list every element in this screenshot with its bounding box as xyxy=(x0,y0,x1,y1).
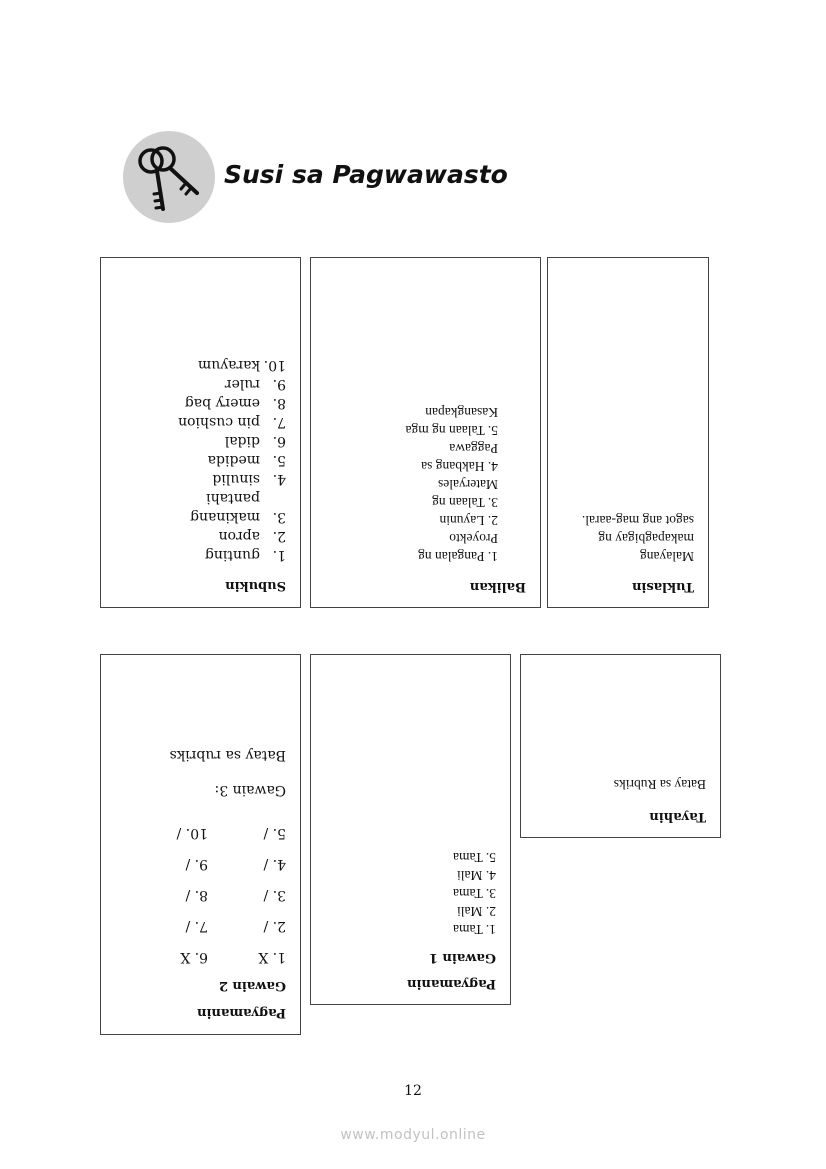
tayahin-text: Batay sa Rubriks xyxy=(613,777,706,792)
gawain1-heading: Gawain 1 xyxy=(428,950,496,965)
answer-cell: 6. X xyxy=(180,949,208,965)
list-item: 3. Tama xyxy=(452,886,496,901)
item-text: gunting xyxy=(204,547,260,563)
item-text: makinang pantahi xyxy=(190,490,260,525)
item-text: emery bag xyxy=(184,395,260,411)
subukin-box xyxy=(100,257,301,608)
tuklasin-box xyxy=(547,257,709,608)
gawain3-text: Batay sa rubriks xyxy=(169,747,286,763)
item-number: 8. xyxy=(272,395,286,411)
list-item: 1. Pangalan ng Proyekto xyxy=(418,531,498,564)
pagyamanin1-heading: Pagyamanin xyxy=(407,976,496,991)
answer-cell: 8. / xyxy=(185,887,208,903)
list-item xyxy=(115,488,286,526)
item-text: apron xyxy=(218,528,260,544)
list-item xyxy=(115,412,286,431)
gawain3-label: Gawain 3: xyxy=(214,782,286,798)
answer-cell: 5. / xyxy=(263,825,286,841)
tuklasin-text: Malayang makapagbigay ng sagot ang mag-aaral. xyxy=(581,513,694,564)
item-number: 5. xyxy=(272,452,286,468)
list-item: 2. Mali xyxy=(457,904,496,919)
list-item: 1. Tama xyxy=(452,922,496,937)
balikan-list xyxy=(378,403,526,565)
pagyamanin2-box xyxy=(100,654,301,1035)
item-number: 4. xyxy=(272,471,286,487)
item-text: ruler xyxy=(224,376,260,392)
gawain2-heading: Gawain 2 xyxy=(218,978,286,993)
list-item: 5. Talaan ng mga Kasangkapan xyxy=(405,405,498,438)
list-item xyxy=(115,469,286,488)
keys-icon xyxy=(123,131,215,223)
item-number: 6. xyxy=(272,433,286,449)
subukin-list xyxy=(115,355,286,564)
list-item xyxy=(115,393,286,412)
tayahin-heading: Tayahin xyxy=(649,809,706,824)
list-item: 4. Mali xyxy=(457,868,496,883)
answer-cell: 9. / xyxy=(185,856,208,872)
list-item: 3. Talaan ng Materyales xyxy=(432,477,498,510)
list-item xyxy=(115,526,286,545)
answer-cell: 4. / xyxy=(263,856,286,872)
answer-cell: 2. / xyxy=(263,918,286,934)
pagyamanin2-heading: Pagyamanin xyxy=(197,1005,286,1020)
gawain1-list xyxy=(325,848,496,938)
item-number: 2. xyxy=(272,528,286,544)
tuklasin-heading: Tuklasin xyxy=(631,579,694,594)
item-text: karayum xyxy=(197,357,260,373)
page-number: 12 xyxy=(404,1083,422,1099)
list-item: 5. Tama xyxy=(452,850,496,865)
item-number: 10. xyxy=(263,357,286,373)
list-item xyxy=(115,431,286,450)
answer-cell: 3. / xyxy=(263,887,286,903)
item-number: 9. xyxy=(272,376,286,392)
item-text: medida xyxy=(207,452,260,468)
balikan-heading: Balikan xyxy=(469,579,526,594)
list-item xyxy=(115,545,286,564)
pagyamanin1-box xyxy=(310,654,511,1005)
balikan-box xyxy=(310,257,541,608)
answer-cell: 1. X xyxy=(258,949,286,965)
tayahin-box xyxy=(520,654,721,838)
gawain2-answers xyxy=(115,823,286,966)
item-number: 1. xyxy=(272,547,286,563)
list-item: 2. Layunin xyxy=(439,513,498,528)
item-text: sinulid xyxy=(212,471,260,487)
answer-cell: 7. / xyxy=(185,918,208,934)
item-text: pin cushion xyxy=(178,414,260,430)
item-number: 7. xyxy=(272,414,286,430)
list-item xyxy=(115,355,286,374)
page-title: Susi sa Pagwawasto xyxy=(224,160,508,189)
list-item: 4. Hakbang sa Paggawa xyxy=(421,441,498,474)
answer-cell: 10. / xyxy=(176,825,208,841)
item-number: 3. xyxy=(272,509,286,525)
watermark: www.modyul.online xyxy=(340,1127,486,1143)
subukin-heading: Subukin xyxy=(225,578,286,593)
list-item xyxy=(115,450,286,469)
item-text: didal xyxy=(224,433,260,449)
list-item xyxy=(115,374,286,393)
